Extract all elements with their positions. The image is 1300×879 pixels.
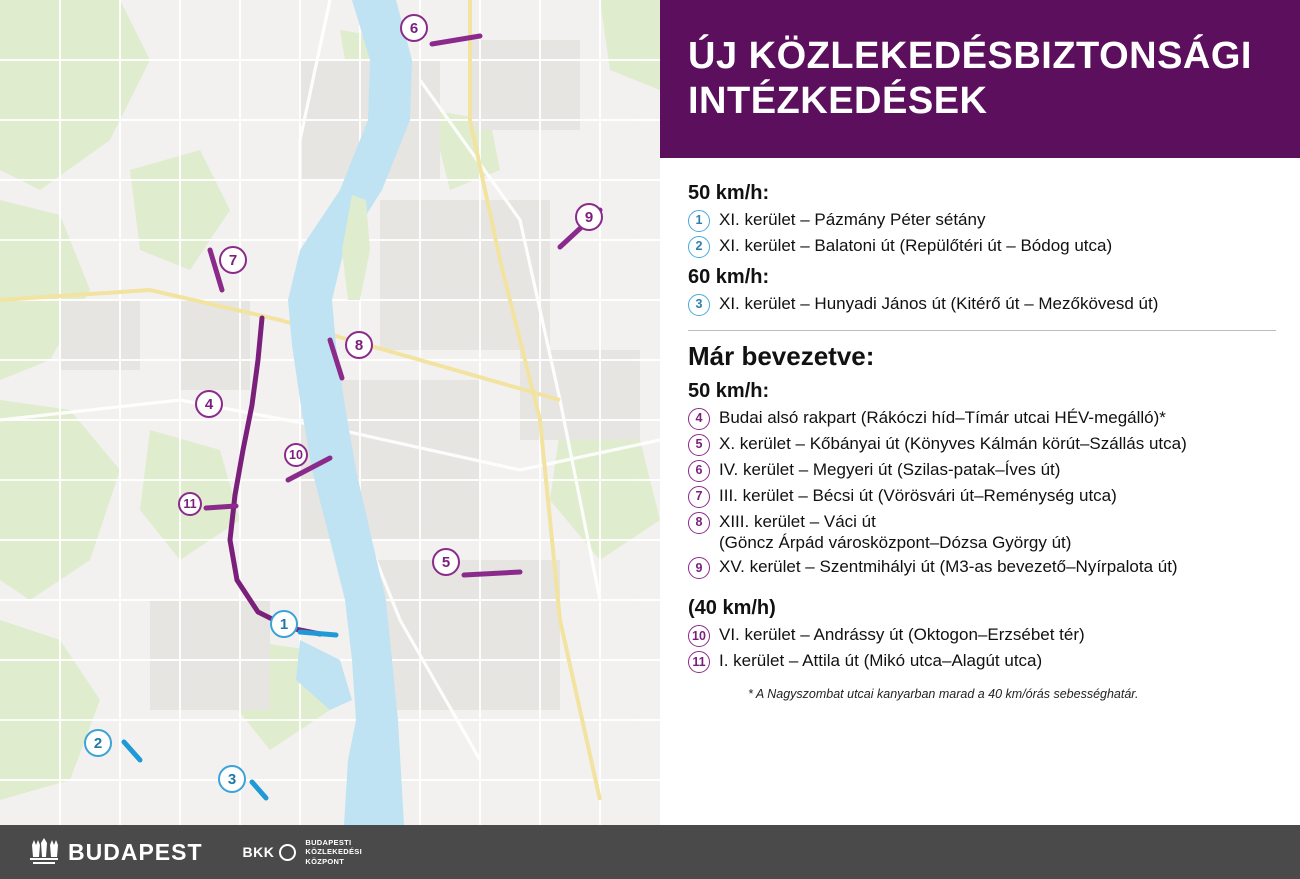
map-marker-2[interactable]: 2: [84, 729, 112, 757]
list-existing-50: [688, 407, 1276, 579]
item-number: 9: [688, 557, 710, 579]
map-marker-9[interactable]: 9: [575, 203, 603, 231]
map-basemap: [0, 0, 660, 825]
list-item[interactable]: [688, 624, 1276, 647]
section-heading-existing-50: 50 km/h:: [688, 380, 770, 402]
panel-header: [660, 0, 1300, 158]
item-number: 2: [688, 236, 710, 258]
item-label: X. kerület – Kőbányai út (Könyves Kálmán körút–Szállás utca): [719, 434, 1187, 453]
list-item[interactable]: [688, 293, 1276, 316]
list-existing-40: [688, 624, 1276, 673]
map-marker-5[interactable]: 5: [432, 548, 460, 576]
budapest-crest-icon: [28, 837, 60, 867]
segment-5: [464, 572, 520, 575]
list-item[interactable]: [688, 433, 1276, 456]
map-marker-10[interactable]: 10: [284, 443, 308, 467]
list-new-60: [688, 293, 1276, 316]
budapest-map[interactable]: [0, 0, 660, 825]
bkk-abbr: BKK: [242, 844, 275, 860]
item-number: 8: [688, 512, 710, 534]
item-label-line2: (Göncz Árpád városközpont–Dózsa György út): [719, 532, 1072, 552]
item-number: 6: [688, 460, 710, 482]
route-pazmany-peter-setany: [300, 632, 336, 635]
footer-bar: [0, 825, 1300, 879]
section-heading-60: 60 km/h:: [688, 266, 770, 288]
item-label: XV. kerület – Szentmihályi út (M3-as bevezető–Nyírpalota út): [719, 557, 1178, 577]
map-marker-3[interactable]: 3: [218, 765, 246, 793]
section-heading-already: Már bevezetve:: [688, 341, 875, 371]
map-marker-7[interactable]: 7: [219, 246, 247, 274]
item-label: VI. kerület – Andrássy út (Oktogon–Erzsébet tér): [719, 625, 1085, 645]
item-number: 1: [688, 210, 710, 232]
footnote: * A Nagyszombat utcai kanyarban marad a 40 km/órás sebességhatár.: [748, 687, 1139, 702]
city-wordmark: BUDAPEST: [68, 838, 203, 865]
item-label: XI. kerület – Pázmány Péter sétány: [719, 210, 986, 229]
map-marker-6[interactable]: 6: [400, 14, 428, 42]
section-heading-40: (40 km/h): [688, 597, 776, 620]
bkk-logo-block: [243, 838, 362, 866]
title-line-2: INTÉZKEDÉSEK: [688, 80, 988, 122]
item-label: I. kerület – Attila út (Mikó utca–Alagút utca): [719, 651, 1043, 671]
list-item[interactable]: [688, 511, 1276, 553]
item-number: 11: [688, 651, 710, 673]
item-number: 10: [688, 625, 710, 647]
page-title: [660, 34, 1280, 124]
segment-11: [206, 506, 236, 508]
map-marker-4[interactable]: 4: [195, 390, 223, 418]
item-number: 5: [688, 434, 710, 456]
bkk-fullname: [305, 838, 362, 866]
list-item[interactable]: [688, 485, 1276, 508]
list-new-50: [688, 209, 1276, 258]
list-item[interactable]: [688, 459, 1276, 482]
item-number: 7: [688, 486, 710, 508]
map-marker-1[interactable]: 1: [270, 610, 298, 638]
panel-body: [660, 158, 1300, 825]
list-item[interactable]: [688, 209, 1276, 232]
item-number: 4: [688, 408, 710, 430]
bkk-circle-icon: [279, 844, 296, 861]
item-label: IV. kerület – Megyeri út (Szilas-patak–Íves út): [719, 460, 1061, 479]
title-line-1: ÚJ KÖZLEKEDÉSBIZTONSÁGI: [688, 35, 1252, 78]
bkk-name-line2: KÖZLEKEDÉSI: [305, 847, 362, 857]
list-item[interactable]: [688, 235, 1276, 258]
item-label: [719, 511, 1071, 553]
map-marker-11[interactable]: 11: [178, 492, 202, 516]
item-label: III. kerület – Bécsi út (Vörösvári út–Reménység utca): [719, 486, 1117, 505]
map-marker-8[interactable]: 8: [345, 331, 373, 359]
item-label: Budai alsó rakpart (Rákóczi híd–Tímár utcai HÉV-megálló)*: [719, 408, 1166, 427]
item-label: XI. kerület – Balatoni út (Repülőtéri út – Bódog utca): [719, 236, 1113, 255]
list-item[interactable]: [688, 407, 1276, 430]
legend-panel: [660, 0, 1300, 825]
item-label: XI. kerület – Hunyadi János út (Kitérő út – Mezőkövesd út): [719, 294, 1159, 313]
list-item[interactable]: [688, 556, 1276, 579]
list-item[interactable]: [688, 650, 1276, 673]
bkk-name-line1: BUDAPESTI: [305, 837, 352, 847]
bkk-name-line3: KÖZPONT: [305, 856, 345, 866]
section-divider: [688, 330, 1276, 331]
bkk-logo: [243, 844, 297, 861]
item-label-line1: XIII. kerület – Váci út: [719, 512, 876, 531]
item-number: 3: [688, 294, 710, 316]
section-heading-50: 50 km/h:: [688, 182, 770, 204]
